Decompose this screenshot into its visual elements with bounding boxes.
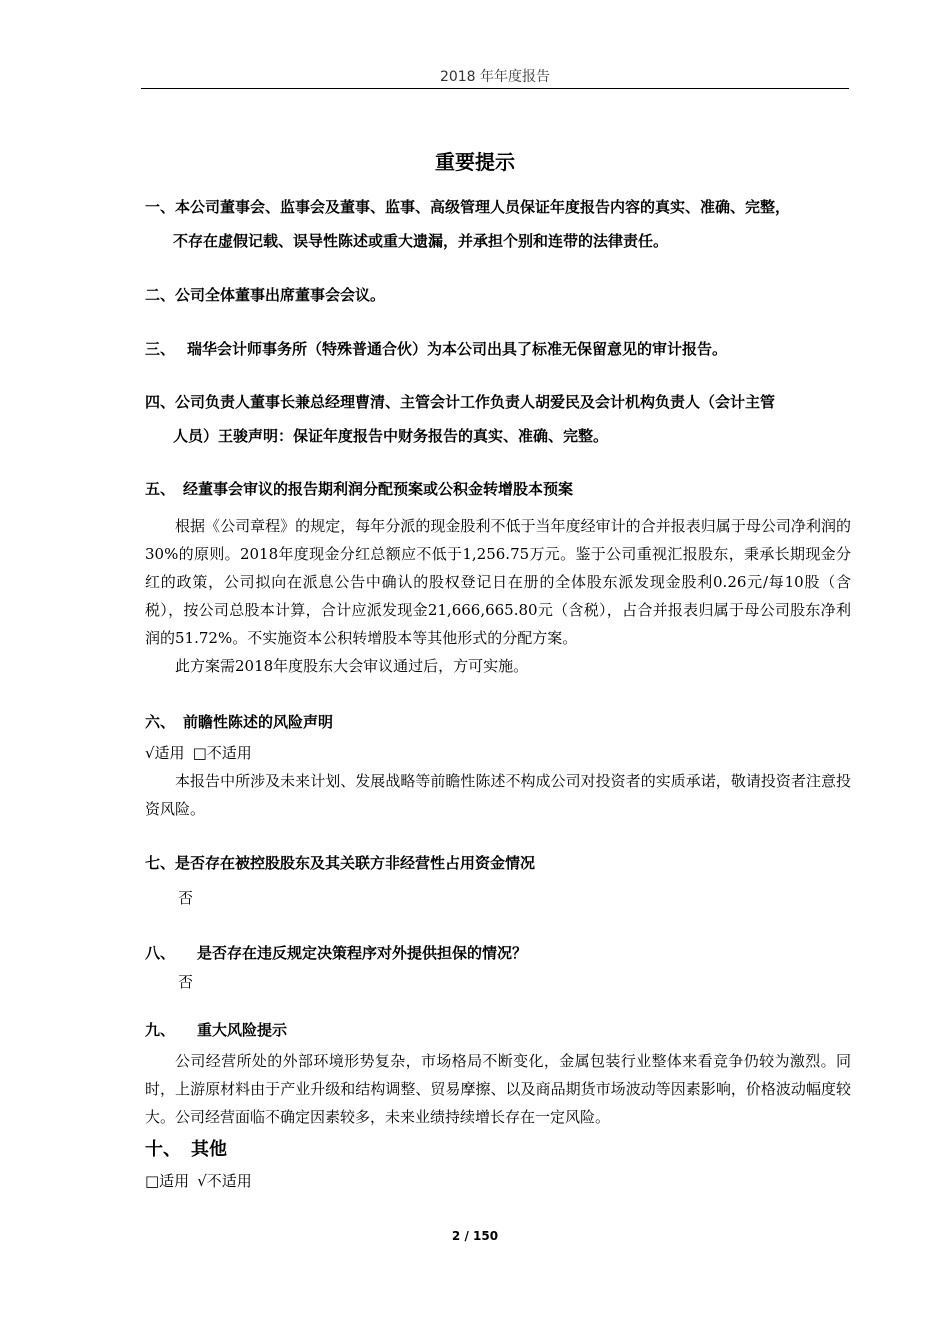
section-6-number: 六、: [145, 713, 176, 731]
section-10: [145, 1133, 851, 1195]
section-4-number: 四、: [145, 393, 176, 411]
applicable-checked: √适用: [145, 744, 185, 762]
section-9-paragraph: 公司经营所处的外部环境形势复杂，市场格局不断变化，金属包装行业整体来看竞争仍较为激烈。同时，上游原材料由于产业升级和结构调整、贸易摩擦、以及商品期货市场波动等因素影响，价格波动幅度较大。公司经营面临不确定因素较多，未来业绩持续增长存在一定风险。: [145, 1052, 851, 1126]
section-4-line1: [145, 385, 851, 419]
section-1: [145, 190, 851, 258]
section-1-number: 一、: [145, 198, 176, 216]
section-3-text: 瑞华会计师事务所（特殊普通合伙）为本公司出具了标准无保留意见的审计报告。: [187, 340, 728, 358]
page-number: 2 / 150: [451, 1229, 499, 1243]
section-7-heading: 是否存在被控股股东及其关联方非经营性占用资金情况: [175, 854, 536, 872]
section-6-options: [145, 739, 851, 767]
section-6-heading: 前瞻性陈述的风险声明: [183, 713, 334, 731]
applicable-unchecked: □适用: [145, 1172, 190, 1190]
section-6-paragraph: 本报告中所涉及未来计划、发展战略等前瞻性陈述不构成公司对投资者的实质承诺，敬请投资者注意投资风险。: [145, 772, 851, 818]
section-8-heading: 是否存在违反规定决策程序对外提供担保的情况？: [197, 944, 528, 962]
section-3-number: 三、: [145, 340, 176, 358]
page-title: 重要提示: [435, 150, 515, 174]
not-applicable-unchecked: □不适用: [192, 744, 252, 762]
section-4-text: 公司负责人董事长兼总经理曹清、主管会计工作负责人胡爱民及会计机构负责人（会计主管: [175, 393, 776, 411]
section-2-text: 公司全体董事出席董事会会议。: [175, 286, 386, 304]
section-9-heading: 重大风险提示: [197, 1021, 288, 1039]
section-5-number: 五、: [145, 480, 176, 498]
section-1-line1: [145, 190, 851, 224]
section-5-paragraph: 根据《公司章程》的规定，每年分派的现金股利不低于当年度经审计的合并报表归属于母公司净利润的30%的原则。2018年度现金分红总额应不低于1,256.75万元。鉴于公司重视汇报股东，秉承长期现金分红的政策，公司拟向在派息公告中确认的股权登记日在册的全体股东派发现金股利0.26元/每10股（含税），按公司总股本计算，合计应派发现金21,666,665.80元（含税），占合并报表归属于母公司股东净利润的51.72%。不实施资本公积转增股本等其他形式的分配方案。: [145, 517, 851, 647]
section-8-answer: 否: [178, 973, 194, 991]
section-10-number: 十、: [145, 1139, 181, 1160]
section-7: [145, 846, 851, 912]
section-7-answer: 否: [178, 889, 194, 907]
section-6: [145, 705, 851, 823]
section-5: [145, 472, 851, 680]
section-7-number: 七、: [145, 854, 176, 872]
section-4-line2: 人员）王骏声明：保证年度报告中财务报告的真实、准确、完整。: [173, 427, 609, 445]
not-applicable-checked: √不适用: [197, 1172, 252, 1190]
section-9: [145, 1013, 851, 1131]
section-5-heading: 经董事会审议的报告期利润分配预案或公积金转增股本预案: [183, 480, 574, 498]
section-10-options: [145, 1167, 851, 1195]
section-1-line2: 不存在虚假记载、误导性陈述或重大遗漏，并承担个别和连带的法律责任。: [173, 232, 669, 250]
section-3: [145, 332, 851, 366]
section-2: [145, 278, 851, 312]
section-4: [145, 385, 851, 453]
section-2-number: 二、: [145, 286, 176, 304]
section-5-note: 此方案需2018年度股东大会审议通过后，方可实施。: [175, 657, 529, 675]
section-1-text: 本公司董事会、监事会及董事、监事、高级管理人员保证年度报告内容的真实、准确、完整，: [175, 198, 791, 216]
section-8: [145, 936, 851, 996]
section-10-heading: 其他: [191, 1139, 227, 1160]
section-8-number: 八、: [145, 944, 176, 962]
page-header: 2018 年年度报告: [439, 69, 551, 85]
section-9-number: 九、: [145, 1021, 176, 1039]
header-rule: [141, 88, 849, 89]
